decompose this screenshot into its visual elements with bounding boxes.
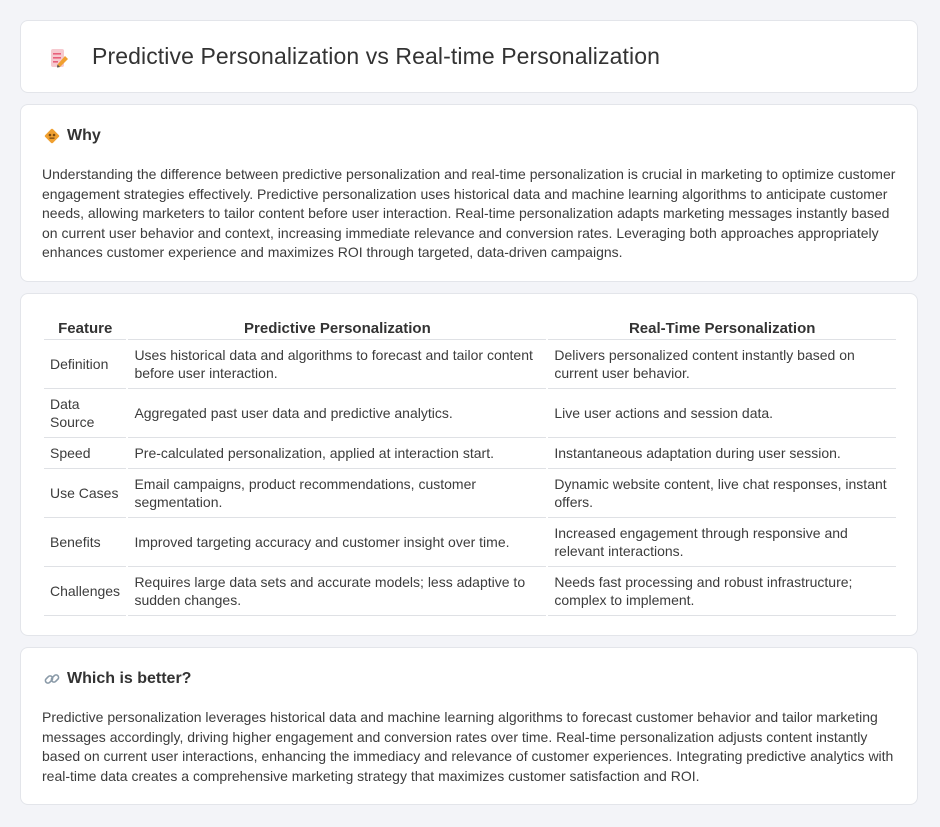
- why-header: [43, 127, 101, 145]
- feature-cell: Speed: [44, 438, 126, 469]
- predictive-cell: Pre-calculated personalization, applied at interaction start.: [128, 438, 546, 469]
- feature-cell: Data Source: [44, 389, 126, 438]
- better-heading: Which is better?: [67, 670, 192, 687]
- column-header: Feature: [44, 317, 126, 340]
- realtime-cell: Needs fast processing and robust infrastructure; complex to implement.: [548, 567, 896, 616]
- table-header-row: [44, 317, 896, 340]
- link-icon: [43, 670, 61, 688]
- table-row: [44, 340, 896, 389]
- title-card: [20, 20, 918, 93]
- better-header: [43, 670, 191, 688]
- predictive-cell: Uses historical data and algorithms to forecast and tailor content before user interaction.: [128, 340, 546, 389]
- why-text: Understanding the difference between predictive personalization and real-time personalization is crucial in marketing to optimize customer engagement strategies effectively. Predictive personalization uses historical data and machine learning algorithms to anticipate customer needs, allowing marketers to tailor content before user interaction. Real-time personalization adapts marketing messages instantly based on current user behavior and context, increasing immediate relevance and conversion rates. Leveraging both approaches appropriately enhances customer experience and maximizes ROI through targeted, data-driven campaigns.: [42, 166, 896, 261]
- predictive-cell: Requires large data sets and accurate models; less adaptive to sudden changes.: [128, 567, 546, 616]
- why-section: [20, 104, 918, 282]
- realtime-cell: Live user actions and session data.: [548, 389, 896, 438]
- table-row: [44, 567, 896, 616]
- table-row: [44, 438, 896, 469]
- feature-cell: Benefits: [44, 518, 126, 567]
- realtime-cell: Delivers personalized content instantly based on current user behavior.: [548, 340, 896, 389]
- table-row: [44, 518, 896, 567]
- realtime-cell: Instantaneous adaptation during user session.: [548, 438, 896, 469]
- diamond-sign-icon: [43, 127, 61, 145]
- realtime-cell: Increased engagement through responsive and relevant interactions.: [548, 518, 896, 567]
- predictive-cell: Email campaigns, product recommendations, customer segmentation.: [128, 469, 546, 518]
- predictive-cell: Improved targeting accuracy and customer insight over time.: [128, 518, 546, 567]
- feature-cell: Definition: [44, 340, 126, 389]
- which-better-section: [20, 647, 918, 805]
- document-pencil-icon: [48, 48, 70, 70]
- column-header: Predictive Personalization: [128, 317, 546, 340]
- better-text: Predictive personalization leverages historical data and machine learning algorithms to forecast customer behavior and tailor marketing messages accordingly, driving higher engagement and conversion rates over time. Real-time personalization adjusts content instantly based on current user interactions, enhancing the immediacy and relevance of customer experiences. Integrating predictive analytics with real-time data creates a comprehensive marketing strategy that maximizes customer satisfaction and ROI.: [42, 709, 894, 784]
- why-heading: Why: [67, 127, 101, 144]
- comparison-card: [20, 293, 918, 636]
- table-row: [44, 389, 896, 438]
- feature-cell: Challenges: [44, 567, 126, 616]
- feature-cell: Use Cases: [44, 469, 126, 518]
- comparison-table: [42, 317, 898, 616]
- column-header: Real-Time Personalization: [548, 317, 896, 340]
- table-row: [44, 469, 896, 518]
- predictive-cell: Aggregated past user data and predictive analytics.: [128, 389, 546, 438]
- page-title: Predictive Personalization vs Real-time Personalization: [92, 43, 660, 69]
- realtime-cell: Dynamic website content, live chat responses, instant offers.: [548, 469, 896, 518]
